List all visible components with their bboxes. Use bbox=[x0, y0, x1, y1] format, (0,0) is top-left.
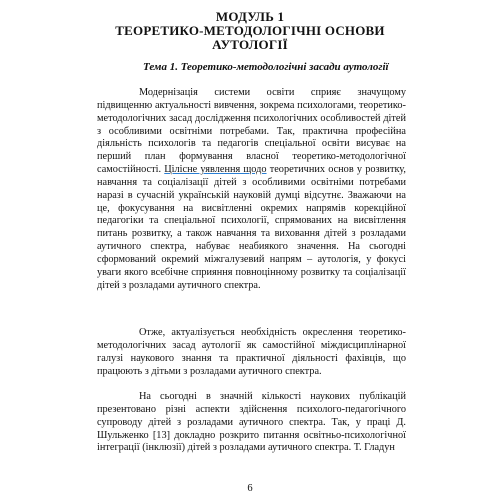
paragraph-1-part-a: Модернізація системи освіти сприяє значущому підвищенню актуальності вивчення, зокрема психологами, теоретико-методологічних засад дослідження психологічних особливостей дітей з особливими освітніми потребами. Так, практична професійна діяльність психологів та педагогів спеціальної освіти висуває на перший план формування власної теоретико-методологічної самостійності. bbox=[97, 87, 406, 176]
paragraph-3: На сьогодні в значній кількості наукових публікацій презентовано різні аспекти здійснення психолого-педагогічного супроводу дітей з розладами аутичного спектра. Так, у праці Д. Шульженко [13] докладно розкрито питання освітньо-психологічної інтеграції (інклюзії) дітей з розладами аутичного спектра. Т. Гладун bbox=[97, 391, 406, 454]
module-title-line-1: ТЕОРЕТИКО-МЕТОДОЛОГІЧНІ ОСНОВИ bbox=[115, 23, 385, 38]
paragraph-2: Отже, актуалізується необхідність окреслення теоретико-методологічних засад аутології як самостійної міждисциплінарної галузі наукового знання та практичної діяльності фахівців, що працюють з дітьми з розладами аутичного спектра. bbox=[97, 327, 406, 377]
topic-title: Тема 1. Теоретико-методологічні засади аутології bbox=[143, 61, 389, 73]
module-label: МОДУЛЬ 1 bbox=[215, 9, 285, 24]
paragraph-1-underlined-phrase: Цілісне уявлення щодо bbox=[164, 164, 267, 176]
paragraph-1 bbox=[97, 87, 406, 293]
page-number: 6 bbox=[247, 483, 253, 494]
paragraph-1-part-c: теоретичних основ у розвитку, навчання та соціалізації дітей з особливими освітніми потребами наразі в сучасній українській науковій думці відсутнє. Зважаючи на це, фокусування на висвітленні окремих напрямів корекційної педагогіки та спеціальної психології, спрямованих на висвітлення питань розвитку, а також навчання та виховання дітей з розладами аутичного спектра, набуває неабиякого значення. На сьогодні сформований окремий міжгалузевий напрям – аутологія, у фокусі уваги якого всебічне сприяння повноцінному розвитку та соціалізації дітей з розладами аутичного спектра. bbox=[97, 164, 406, 291]
module-title-line-2: АУТОЛОГІЇ bbox=[212, 37, 288, 52]
